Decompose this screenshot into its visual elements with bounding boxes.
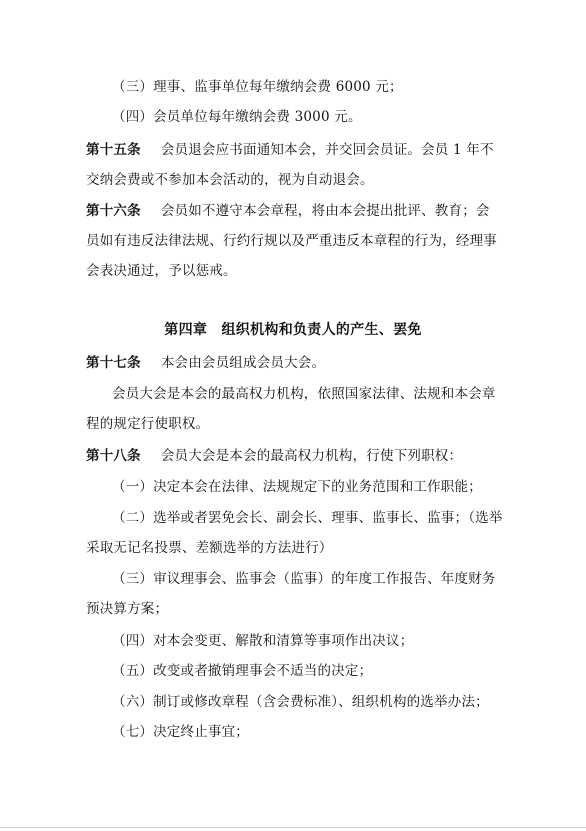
list-item: （六）制订或修改章程（含会费标准）、组织机构的选举办法； xyxy=(112,694,489,710)
article-18-line xyxy=(86,446,462,466)
article-17-line xyxy=(86,353,325,373)
article-text: 会员退会应书面通知本会，并交回会员证。会员 1 年不 xyxy=(160,142,494,158)
article-text: 会员大会是本会的最高权力机构，行使下列职权： xyxy=(160,448,463,464)
article-16-line xyxy=(86,201,490,221)
article-15-line xyxy=(86,140,494,160)
article-label: 第十六条 xyxy=(86,203,141,219)
article-label: 第十七条 xyxy=(86,355,141,371)
list-item: （三）审议理事会、监事会（监事）的年度工作报告、年度财务 xyxy=(112,571,496,587)
article-text: 会员如不遵守本会章程，将由本会提出批评、教育；会 xyxy=(160,203,490,219)
list-item: （七）决定终止事宜； xyxy=(112,724,249,740)
list-item: （一）决定本会在法律、法规规定下的业务范围和工作职能； xyxy=(112,479,482,495)
paragraph-line: （四）会员单位每年缴纳会费 3000 元。 xyxy=(112,109,362,125)
paragraph-line: 交纳会费或不参加本会活动的，视为自动退会。 xyxy=(86,172,374,188)
chapter-heading: 第四章 组织机构和负责人的产生、罢免 xyxy=(164,322,422,338)
list-item: （二）选举或者罢免会长、副会长、理事、监事长、监事；（选举 xyxy=(112,510,503,526)
paragraph-line: （三）理事、监事单位每年缴纳会费 6000 元； xyxy=(112,79,403,95)
paragraph-line: 会表决通过，予以惩戒。 xyxy=(86,263,237,279)
article-label: 第十五条 xyxy=(86,142,141,158)
list-item: （五）改变或者撤销理事会不适当的决定； xyxy=(112,663,373,679)
paragraph-line: 预决算方案； xyxy=(86,601,169,617)
list-item: （四）对本会变更、解散和清算等事项作出决议； xyxy=(112,633,414,649)
page-bottom-divider xyxy=(0,827,586,828)
article-label: 第十八条 xyxy=(86,448,141,464)
paragraph-line: 员如有违反法律法规、行约行规以及严重违反本章程的行为，经理事 xyxy=(86,233,497,249)
paragraph-line: 会员大会是本会的最高权力机构，依照国家法律、法规和本会章 xyxy=(112,386,496,402)
paragraph-line: 程的规定行使职权。 xyxy=(86,416,210,432)
paragraph-line: 采取无记名投票、差额选举的方法进行） xyxy=(86,540,333,556)
article-text: 本会由会员组成会员大会。 xyxy=(160,355,326,371)
